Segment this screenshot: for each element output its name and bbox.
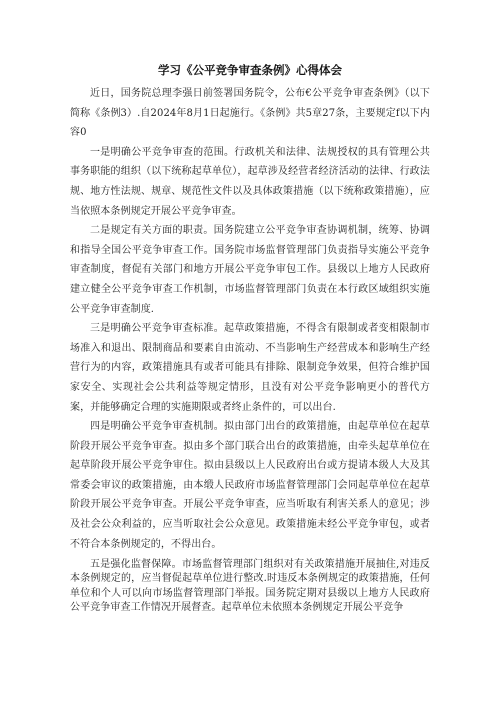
paragraph-standards: 三是明确公平竞争审查标准。起草政策措施，不得含有限制或者变相限制市场准入和退出、限制商品和要素自由流动、不当影响生产经营成本和影响生产经营行为的内容，政策措施具有或者可能具有排除、限制竞争效果，但符合维护国家安全、实现社会公共利益等规定情形，且没有对公平竞争影响更小的普代方案，并能够确定合理的实施期限或者终止条件的，可以出台. <box>70 323 430 413</box>
document-body <box>70 84 430 615</box>
paragraph-duties: 二是规定有关方面的职责。国务院建立公平竞争审查协调机制，统筹、协调和指导全国公平竞争审查工作。国务院市场监督管理部门负责指导实施公平竞争审查制度，督促有关部门和地方开展公平竞争审包工作。县级以上地方人民政府建立健全公平竞争审查工作机制，市场监督管理部门负责在本行政区域组织实施公平竞争审查制度. <box>70 225 430 315</box>
paragraph-intro: 近日，国务院总理李强日前签署国务院令，公布€公平竞争审查条例》（以下简称《条例3）.自2024年8月1日起施行。《条例》共5章27条，主要规定f以下内容0 <box>70 88 430 139</box>
paragraph-mechanism: 四是明确公平竞争审查机制。拟由部门出台的政策措施，由起草单位在起草阶段开展公平竞争审查。拟由多个部门联合出台的政策措施，由牵头起草单位在起草阶段开展公平竞争审住。拟由县级以上人民政府出台或方提请本级人大及其常委会审议的政策措施，由本缎人民政府市场监督管理部门会同起草单位在起草阶段开展公平竞争审查。开展公平竞争审查，应当听取有利害关系人的意见；涉及社会公众利益的，应当听取社会公众意见。政策措施未经公平竞争审包，或者不符合本条例规定的，不得出台。 <box>70 421 430 550</box>
paragraph-scope: 一是明确公平竞争审查的范围。行政机关和法律、法规授权的具有管理公共事务职能的组织（以下统称起草单位），起草涉及经营者经济活动的法律、行政法规、地方性法规、规章、规范性文件以及具体政策措施（以下统称政策措施），应当依照本条例规定开展公平竞争审查。 <box>70 146 430 217</box>
document-title: 学习《公平竞争审查条例》心得体会 <box>158 63 342 77</box>
paragraph-supervision: 五是强化监督保障。市场监督管理部门组织对有关政策措施开展抽住,对违反本条例规定的，应当督促起草单位进行整改.时违反本条例规定的政策措施，任何单位和个人可以向市场监督管理部门举报。国务院定期对县级以上地方人民政府公平竞争审查工作情况开展督查。起草单位未依照本条例规定开展公平竞争 <box>70 559 430 613</box>
